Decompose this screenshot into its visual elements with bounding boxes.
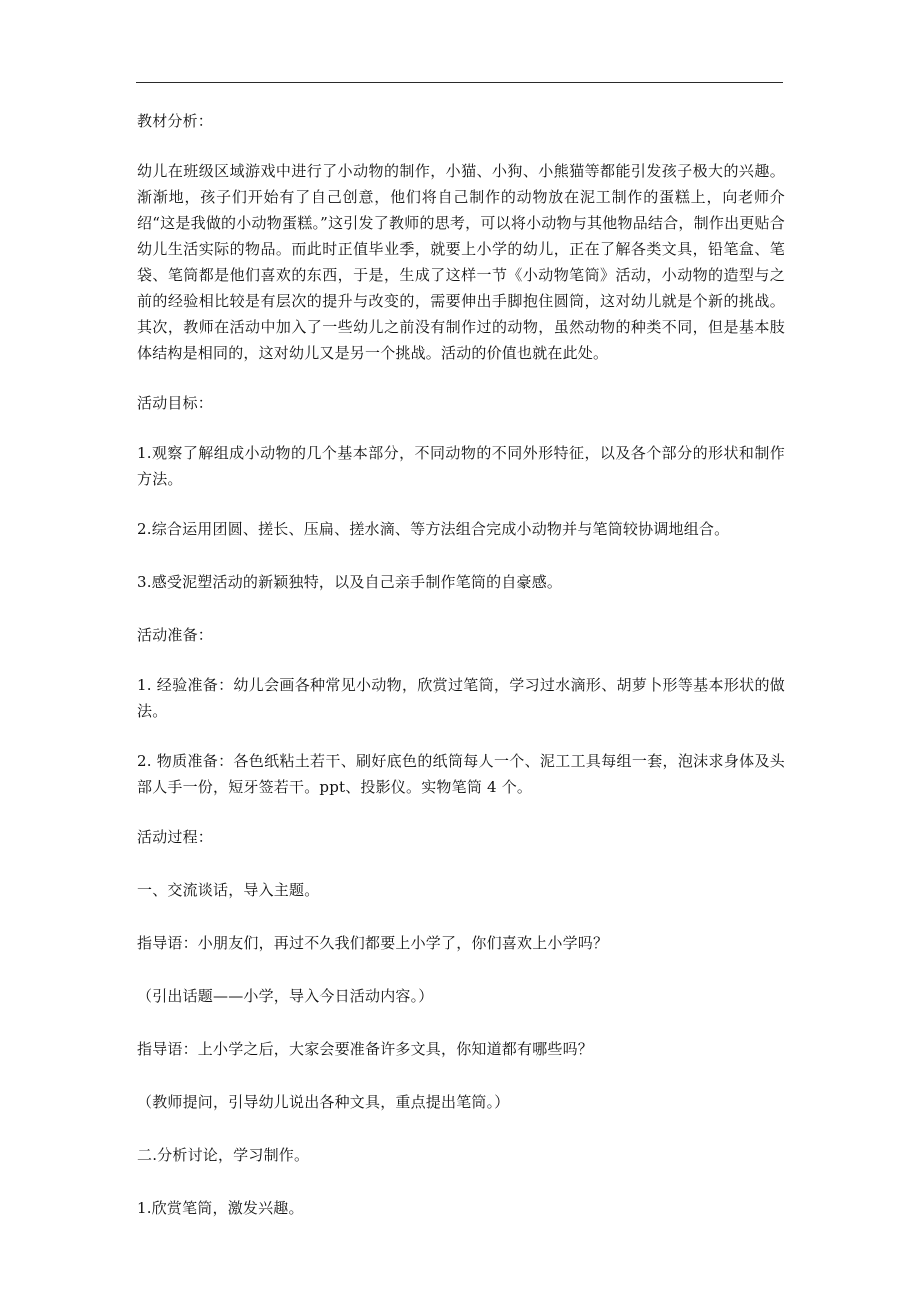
prep-item-2: 2. 物质准备：各色纸粘土若干、刷好底色的纸筒每人一个、泥工工具每组一套，泡沫求身体及头部人手一份，短牙签若干。ppt、投影仪。实物笔筒 4 个。 [137, 752, 785, 796]
section-heading-process: 活动过程： [137, 828, 214, 846]
document-body [137, 108, 785, 1248]
goal-item-3: 3.感受泥塑活动的新颖独特，以及自己亲手制作笔筒的自豪感。 [137, 573, 563, 591]
paragraph-analysis: 幼儿在班级区域游戏中进行了小动物的制作，小猫、小狗、小熊猫等都能引发孩子极大的兴趣。渐渐地，孩子们开始有了自己创意，他们将自己制作的动物放在泥工制作的蛋糕上，向老师介绍“这是我做的小动物蛋糕。”这引发了教师的思考，可以将小动物与其他物品结合，制作出更贴合幼儿生活实际的物品。而此时正值毕业季，就要上小学的幼儿，正在了解各类文具，铅笔盒、笔袋、笔筒都是他们喜欢的东西，于是，生成了这样一节《小动物笔筒》活动，小动物的造型与之前的经验相比较是有层次的提升与改变的，需要伸出手脚抱住圆筒，这对幼儿就是个新的挑战。其次，教师在活动中加入了一些幼儿之前没有制作过的动物，虽然动物的种类不同，但是基本肢体结构是相同的，这对幼儿又是另一个挑战。活动的价值也就在此处。 [137, 162, 785, 362]
process-step-2-title: 二.分析讨论，学习制作。 [137, 1146, 310, 1164]
header-divider [136, 82, 783, 83]
process-note-2: （教师提问，引导幼儿说出各种文具，重点提出笔筒。） [137, 1093, 510, 1111]
goal-item-2: 2.综合运用团圆、搓长、压扁、搓水滴、等方法组合完成小动物并与笔筒较协调地组合。 [137, 520, 730, 538]
section-heading-analysis: 教材分析： [137, 112, 214, 130]
process-note-1: （引出话题——小学，导入今日活动内容。） [137, 987, 434, 1005]
goal-item-1: 1.观察了解组成小动物的几个基本部分，不同动物的不同外形特征，以及各个部分的形状和制作方法。 [137, 444, 785, 488]
process-step-1-title: 一、交流谈话，导入主题。 [137, 881, 320, 899]
process-guide-1: 指导语：小朋友们，再过不久我们都要上小学了，你们喜欢上小学吗？ [137, 934, 609, 952]
process-step-2-item-1: 1.欣赏笔筒，激发兴趣。 [137, 1199, 304, 1217]
section-heading-preparation: 活动准备： [137, 626, 214, 644]
process-guide-2: 指导语：上小学之后，大家会要准备许多文具，你知道都有哪些吗？ [137, 1040, 594, 1058]
prep-item-1: 1. 经验准备：幼儿会画各种常见小动物，欣赏过笔筒，学习过水滴形、胡萝卜形等基本形状的做法。 [137, 676, 785, 720]
section-heading-goals: 活动目标： [137, 394, 214, 412]
